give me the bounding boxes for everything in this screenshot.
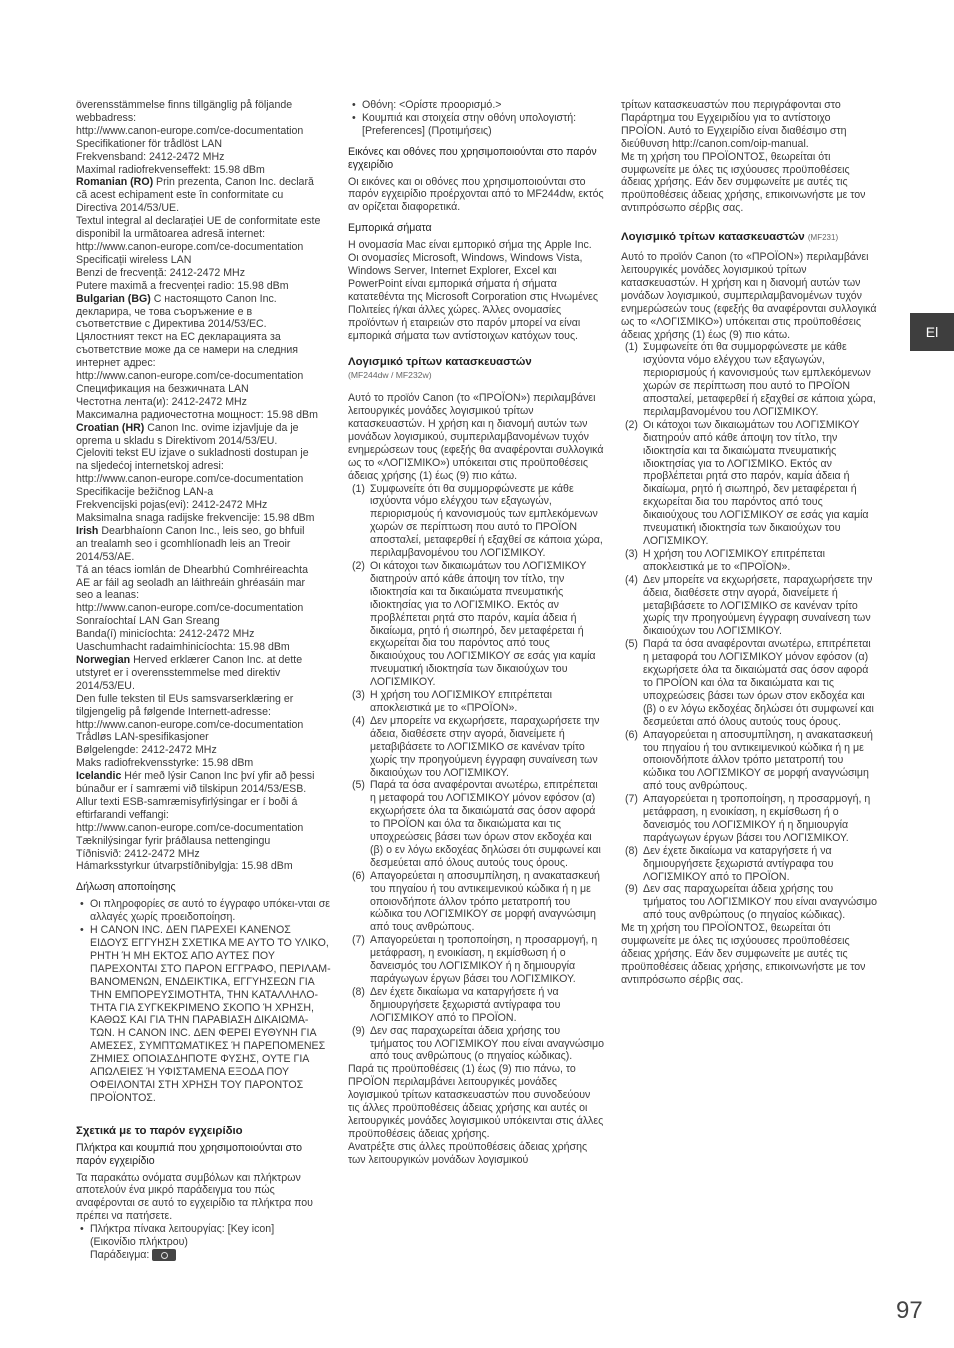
images-text: Οι εικόνες και οι οθόνες που χρησιμοποιούνται στο παρόν εγχειρίδιο προέρχονται από το MF244dw, εκτός αν ορίζεται διαφορετικά. bbox=[348, 175, 604, 214]
term-number: (1) bbox=[352, 482, 365, 495]
text-line: Frekvensband: 2412-2472 MHz bbox=[76, 150, 225, 163]
language-name: Irish bbox=[76, 524, 99, 537]
text-line: Sonraíochtaí LAN Gan Sreang bbox=[76, 615, 220, 628]
text-line: Tæknilýsingar fyrir þráðlausa nettengingu bbox=[76, 834, 271, 847]
text-line: Banda(í) minicíochta: 2412-2472 MHz bbox=[76, 628, 255, 641]
text-line: Putere maximă a frecvenței radio: 15.98 dBm bbox=[76, 279, 289, 292]
text-line: Allur texti ESB-samræmisyfirlýsingar er í boði á bbox=[76, 795, 298, 808]
text-line: Hámarksstyrkur útvarpstíðnibylgja: 15.98 dBm bbox=[76, 860, 293, 873]
third-party-title-text: Λογισμικό τρίτων κατασκευαστών bbox=[621, 231, 805, 244]
norwegian-section bbox=[76, 654, 332, 770]
text-line: Dearbhaíonn Canon Inc., leis seo, go bhfuil bbox=[98, 524, 305, 537]
about-manual-title: Σχετικά με το παρόν εγχειρίδιο bbox=[76, 1124, 243, 1137]
license-terms-list-mf231 bbox=[621, 341, 877, 922]
disclaimer-bullet: • Η CANON INC. ΔΕΝ ΠΑΡΕΧΕΙ ΚΑΝΕΝΟΣ ΕΙΔΟΥΣ ΕΓΓΥΗΣΗ ΣΧΕΤΙΚΑ ΜΕ ΑΥΤΟ ΤΟ ΥΛΙΚΟ, ΡΗΤΗ Ή ΜΗ ΕΚΤΟΣ ΑΠΟ ΑΥΤΕΣ ΠΟΥ ΠΑΡΕΧΟΝΤΑΙ ΣΤΟ ΠΑΡΟΝ ΕΓΓΡΑΦΟ, ΠΕΡΙΛΑΜ-ΒΑΝΟΜΕΝΩΝ, ΕΝΔΕΙΚΤΙΚΑ, ΕΓΓΥΗΣΕΩΝ ΓΙΑ ΤΗΝ ΕΜΠΟΡΕΥΣΙΜΟΤΗΤΑ, ΤΗΝ ΚΑΤΑΛΛΗΛΟ-ΤΗΤΑ ΓΙΑ ΣΥΓΚΕΚΡΙΜΕΝΟ ΣΚΟΠΟ Ή ΧΡΗΣΗ, ΚΑΘΩΣ ΚΑΙ ΓΙΑ ΤΗΝ ΠΑΡΑΒΙΑΣΗ ΔΙΚΑΙΩΜΑ-ΤΩΝ. Η CANON INC. ΔΕΝ ΦΕΡΕΙ ΕΥΘΥΝΗ ΓΙΑ ΑΜΕΣΕΣ, ΣΥΜΠΤΩΜΑΤΙΚΕΣ Ή ΠΑΡΕΠΟΜΕΝΕΣ ΖΗΜΙΕΣ ΟΠΟΙΑΣΔΗΠΟΤΕ ΦΥΣΗΣ, ΟΥΤΕ ΓΙΑ ΑΠΩΛΕΙΕΣ Ή ΥΦΙΣΤΑΜΕΝΑ ΕΞΟΔΑ ΠΟΥ ΟΦΕΙΛΟΝΤΑΙ ΣΤΗ ΧΡΗΣΗ ΤΟΥ ΠΑΡΟΝΤΟΣ ΠΡΟΪΟΝΤΟΣ. bbox=[76, 924, 332, 1105]
license-term bbox=[621, 419, 877, 548]
language-tab: El bbox=[910, 313, 954, 351]
license-term bbox=[348, 986, 604, 1025]
text-line: Maks radiofrekvensstyrke: 15.98 dBm bbox=[76, 757, 254, 770]
text-line: că acest echipament este în conformitate cu bbox=[76, 189, 284, 202]
keys-text: Τα παρακάτω ονόματα συμβόλων και πλήκτρων αποτελούν ένα μικρό παράδειγμα του πώς αναφέρονται σε αυτό το εγχειρίδιο τα πλήκτρα που πρέπει να πατήσετε. bbox=[76, 1171, 313, 1223]
text-line: Спецификация на безжичната LAN bbox=[76, 382, 249, 395]
license-terms-list bbox=[348, 483, 604, 1064]
term-number: (2) bbox=[625, 418, 638, 431]
section-lines bbox=[76, 293, 332, 422]
term-number: (7) bbox=[352, 934, 365, 947]
key-icon bbox=[152, 1249, 176, 1261]
text-line: Maximal radiofrekvenseffekt: 15.98 dBm bbox=[76, 163, 265, 176]
term-number: (7) bbox=[625, 793, 638, 806]
third-party-outro-mf231: Με τη χρήση του ΠΡΟΪΟΝΤΟΣ, θεωρείται ότι συμφωνείτε με όλες τις ισχύουσες προϋποθέσεις άδειας χρήσης. Εάν δεν συμφωνείτε με αυτές τις προϋποθέσεις άδειας χρήσης, επικοινωνήστε με τον αντιπρόσωπο σέρβις σας. bbox=[621, 922, 866, 986]
key-example-label: Παράδειγμα: bbox=[90, 1248, 153, 1261]
icelandic-section bbox=[76, 770, 332, 873]
text-line: http://www.canon-europe.com/ce-documentation bbox=[76, 124, 304, 137]
text-line: съответствие може да се намери на следния bbox=[76, 344, 299, 357]
disclaimer-bullet: • Οι πληροφορίες σε αυτό το έγγραφο υπόκει-νται σε αλλαγές χωρίς προειδοποίηση. bbox=[76, 898, 332, 924]
term-text: Δεν μπορείτε να εκχωρήσετε, παραχωρήσετε την άδεια, διαθέσετε στην αγορά, διανείμετε ή μεταβιβάσετε το ΛΟΓΙΣΜΙΚΟ σε κανέναν τρίτο χωρίς την προηγούμενη έγγραφη συναίνεση των δικαιούχων του ΛΟΓΙΣΜΙΚΟΥ. bbox=[370, 714, 600, 779]
text-line: an trealamh seo i gcomhlíonadh leis an Treoir bbox=[76, 537, 291, 550]
text-line: http://www.canon-europe.com/ce-documentation bbox=[76, 821, 304, 834]
text-line: Cjeloviti tekst EU izjave o sukladnosti dostupan je bbox=[76, 447, 309, 460]
column-1 bbox=[76, 99, 332, 1262]
text-line: 2014/53/EU. bbox=[76, 679, 135, 692]
section-lines bbox=[76, 525, 332, 654]
term-number: (5) bbox=[352, 779, 365, 792]
text-line: Specifikationer för trådlöst LAN bbox=[76, 137, 223, 150]
text-line: utstyret er i overensstemmelse med direktiv bbox=[76, 666, 281, 679]
term-text: Οι κάτοχοι των δικαιωμάτων του ΛΟΓΙΣΜΙΚΟΥ διατηρούν από κάθε άποψη τον τίτλο, την ιδιοκτησία και τα δικαιώματα πνευματικής ιδιοκτησίας για το ΛΟΓΙΣΜΙΚΟ. Εκτός αν προβλέπεται ρητά στο παρόν, καμία άδεια ή δικαίωμα, ρητό ή σιωπηρό, δεν μεταφέρεται ή εκχωρείται δια του παρόντος από τους δικαιούχους του ΛΟΓΙΣΜΙΚΟΥ σε εσάς για καμία πνευματική ιδιοκτησία των δικαιούχων του ΛΟΓΙΣΜΙΚΟΥ. bbox=[643, 418, 869, 547]
page-number: 97 bbox=[896, 1297, 923, 1324]
section-lines bbox=[76, 654, 332, 770]
text-line: http://www.canon-europe.com/ce-documentation bbox=[76, 602, 304, 615]
text-line: С настоящото Canon Inc. bbox=[150, 292, 277, 305]
text-line: Bølgelengde: 2412-2472 MHz bbox=[76, 744, 217, 757]
text-line: Цялостният текст на ЕС декларацията за bbox=[76, 331, 281, 344]
term-text: Απαγορεύεται η αποσυμπίληση, η ανακατασκευή του πηγαίου ή του αντικειμενικού κώδικα ή η με οποιονδήποτε άλλον τρόπο μετατροπή του κώδικα του ΛΟΓΙΣΜΙΚΟΥ σε μορφή αναγνώσιμη από τους ανθρώπους. bbox=[370, 869, 600, 934]
section-lines bbox=[76, 422, 332, 525]
text-line: http://www.canon-europe.com/ce-documentation bbox=[76, 370, 304, 383]
text-line: na sljedećoj internetskoj adresi: bbox=[76, 460, 224, 473]
third-party-outro: Παρά τις προϋποθέσεις (1) έως (9) πιο πάνω, το ΠΡΟΪΟΝ περιλαμβάνει λειτουργικές μονάδες λογισμικού τρίτων κατασκευαστών που συνοδεύουν τις άλλες προϋποθέσεις άδειας χρήσης και αυτές οι λειτουργικές μονάδες λογισμικού υπόκεινται στις άλλες προϋποθέσεις άδειας χρήσης. bbox=[348, 1063, 604, 1140]
term-text: Παρά τα όσα αναφέρονται ανωτέρω, επιτρέπεται η μεταφορά του ΛΟΓΙΣΜΙΚΟΥ μόνον εφόσον (α) εκχωρήσετε όλα τα δικαιώματά σας όσον αφορά το ΠΡΟΪΟΝ και όλα τα δικαιώματα και τις υποχρεώσεις βάσει των όρων στον εκδοχέα και (β) ο εν λόγω εκδοχέας δηλώσει ότι συμφωνεί και δεσμεύεται από όλους αυτούς τους όρους. bbox=[370, 779, 601, 869]
text-line: Textul integral al declarației UE de conformitate este bbox=[76, 215, 321, 228]
text-line: Trådløs LAN-spesifikasjoner bbox=[76, 731, 209, 744]
key-bullet-line: (Εικονίδιο πλήκτρου) bbox=[90, 1236, 188, 1249]
term-number: (4) bbox=[352, 714, 365, 727]
text-line: oprema u skladu s Direktivom 2014/53/EU. bbox=[76, 434, 278, 447]
term-text: Η χρήση του ΛΟΓΙΣΜΙΚΟΥ επιτρέπεται αποκλειστικά με το «ΠΡΟΪΟΝ». bbox=[643, 547, 826, 573]
text-line: Specifikacije bežičnog LAN-a bbox=[76, 486, 214, 499]
text-line: Tá an téacs iomlán de Dhearbhú Comhréireachta bbox=[76, 563, 309, 576]
bulgarian-section bbox=[76, 293, 332, 422]
license-term bbox=[621, 638, 877, 728]
third-party-title-mf231 bbox=[621, 231, 877, 245]
term-text: Δεν μπορείτε να εκχωρήσετε, παραχωρήσετε την άδεια, διαθέσετε στην αγορά, διανείμετε ή μεταβιβάσετε το ΛΟΓΙΣΜΙΚΟ σε κανέναν τρίτο χωρίς την προηγούμενη έγγραφη συναίνεση των δικαιούχων του ΛΟΓΙΣΜΙΚΟΥ. bbox=[643, 573, 873, 638]
license-term bbox=[621, 341, 877, 418]
key-bullet-line: • Πλήκτρα πίνακα λειτουργίας: [Key icon] bbox=[90, 1223, 275, 1236]
text-line: интернет адрес: bbox=[76, 357, 156, 370]
text-line: Frekvencijski pojas(evi): 2412-2472 MHz bbox=[76, 499, 268, 512]
keys-buttons-title: Πλήκτρα και κουμπιά που χρησιμοποιούνται στο παρόν εγχειρίδιο bbox=[76, 1141, 303, 1167]
term-number: (1) bbox=[625, 341, 638, 354]
license-term bbox=[348, 1025, 604, 1064]
term-text: Συμφωνείτε ότι θα συμμορφώνεστε με κάθε ισχύοντα νόμο ελέγχου των εξαγωγών, περιορισμούς ή κανονισμούς των εμπλεκόμενων χωρών σε περίπτωση που αυτό το ΠΡΟΪΟΝ αποσταλεί, μεταφερθεί ή εξαχθεί σε κάποια χώρα, περιλαμβανομένου του ΛΟΓΙΣΜΙΚΟΥ. bbox=[643, 341, 876, 418]
trademarks-text: Η ονομασία Mac είναι εμπορικό σήμα της Apple Inc. Οι ονομασίες Microsoft, Windows, Windows Vista, Windows Server, Internet Explorer, Excel και PowerPoint είναι εμπορικά σήματα ή σήματα κατατεθέντα της Microsoft Corporation στις Ηνωμένες Πολιτείες ή/και άλλες χώρες. Άλλες ονομασίες προϊόντων ή εταιρειών στο παρόν μπορεί να είναι εμπορικά σήματα των αντίστοιχων κατόχων τους. bbox=[348, 239, 599, 342]
license-term bbox=[348, 483, 604, 560]
text-line: http://www.canon-europe.com/ce-documentation bbox=[76, 718, 304, 731]
continued-text-2: Με τη χρήση του ΠΡΟΪΟΝΤΟΣ, θεωρείται ότι συμφωνείτε με όλες τις ισχύουσες προϋποθέσεις άδειας χρήσης. Εάν δεν συμφωνείτε με αυτές τις προϋποθέσεις άδειας χρήσης, επικοινωνήστε με τον αντιπρόσωπο σέρβις σας. bbox=[621, 150, 866, 215]
text-line: Canon Inc. ovime izjavljuje da je bbox=[144, 421, 299, 434]
language-name: Norwegian bbox=[76, 653, 131, 666]
text-line: Prin prezenta, Canon Inc. declară bbox=[153, 176, 314, 189]
text-line: Честотна лента(и): 2412-2472 MHz bbox=[76, 395, 247, 408]
third-party-title: Λογισμικό τρίτων κατασκευαστών bbox=[348, 356, 532, 369]
section-lines bbox=[76, 176, 332, 292]
term-text: Συμφωνείτε ότι θα συμμορφώνεστε με κάθε ισχύοντα νόμο ελέγχου των εξαγωγών, περιορισμούς ή κανονισμούς των εμπλεκόμενων χωρών σε περίπτωση που αυτό το ΠΡΟΪΟΝ αποσταλεί, μεταφερθεί ή εξαχθεί σε κάποια χώρα, περιλαμβανομένου του ΛΟΓΙΣΜΙΚΟΥ. bbox=[370, 482, 603, 560]
continued-text: τρίτων κατασκευαστών που περιγράφονται στο Παράρτημα του Εγχειριδίου για το αντίστοιχο ΠΡΟΪΟΝ. Αυτό το Εγχειρίδιο είναι διαθέσιμο στη διεύθυνση http://canon.com/oip-manual. bbox=[621, 99, 847, 150]
license-term bbox=[348, 689, 604, 715]
term-text: Απαγορεύεται η τροποποίηση, η προσαρμογή, η μετάφραση, η ενοικίαση, η εκμίσθωση ή ο δανεισμός του ΛΟΓΙΣΜΙΚΟΥ ή η δημιουργία παράγωγων έργων βάσει του ΛΟΓΙΣΜΙΚΟΥ. bbox=[643, 793, 871, 844]
text-line: съответствие с Директива 2014/53/ЕС. bbox=[76, 318, 267, 331]
text-line: överensstämmelse finns tillgänglig på följande bbox=[76, 99, 293, 111]
text-line: декларира, че това съоръжение е в bbox=[76, 305, 253, 318]
croatian-section bbox=[76, 422, 332, 525]
text-line: Herved erklærer Canon Inc. at dette bbox=[130, 653, 303, 666]
text-line: Specificații wireless LAN bbox=[76, 253, 192, 266]
third-party-intro: Αυτό το προϊόν Canon (το «ΠΡΟΪΟΝ») περιλαμβάνει λειτουργικές μονάδες λογισμικού τρίτων κατασκευαστών. Η χρήση και η διανομή αυτών των μονάδων λογισμικού, συμπεριλαμβανομένων τυχόν ενημερώσεων τους (εφεξής θα αναφέρονται συλλογικά ως το «ΛΟΓΙΣΜΙΚΟ») υπόκειται στις προϋποθέσεις άδειας χρήσης (1) έως (9) πιο κάτω. bbox=[348, 392, 604, 482]
text-line: tilgjengelig på følgende Internett-adresse: bbox=[76, 705, 271, 718]
text-line: eftirfarandi veffangi: bbox=[76, 808, 169, 821]
text-line: http://www.canon-europe.com/ce-documentation bbox=[76, 473, 304, 486]
license-term bbox=[348, 779, 604, 869]
license-term bbox=[621, 729, 877, 794]
language-name: Romanian (RO) bbox=[76, 176, 154, 189]
term-number: (8) bbox=[352, 985, 365, 998]
romanian-section bbox=[76, 176, 332, 292]
license-term bbox=[348, 715, 604, 780]
term-text: Απαγορεύεται η τροποποίηση, η προσαρμογή, η μετάφραση, η ενοικίαση, η εκμίσθωση ή ο δανεισμός του ΛΟΓΙΣΜΙΚΟΥ ή η δημιουργία παράγωγων έργων βάσει του ΛΟΓΙΣΜΙΚΟΥ. bbox=[370, 934, 598, 985]
term-number: (4) bbox=[625, 573, 638, 586]
irish-section bbox=[76, 525, 332, 654]
text-line: Maksimalna snaga radijske frekvencije: 15.98 dBm bbox=[76, 512, 315, 524]
text-line: AE ar fáil ag seoladh an láithreáin ghréasáin mar bbox=[76, 576, 306, 589]
text-line: seo a leanas: bbox=[76, 589, 140, 602]
text-line: Benzi de frecvență: 2412-2472 MHz bbox=[76, 266, 246, 279]
third-party-outro-2: Ανατρέξτε στις άλλες προϋποθέσεις άδειας χρήσης των λειτουργικών μονάδων λογισμικού bbox=[348, 1140, 588, 1166]
term-number: (5) bbox=[625, 638, 638, 651]
term-number: (3) bbox=[352, 689, 365, 702]
license-term bbox=[348, 560, 604, 689]
text-line: 2014/53/AE. bbox=[76, 550, 135, 563]
text-line: webbadress: bbox=[76, 111, 137, 124]
term-number: (2) bbox=[352, 560, 365, 572]
license-term bbox=[621, 548, 877, 574]
section-lines bbox=[76, 770, 332, 873]
intro-lines bbox=[76, 99, 332, 176]
text-line: Tíðnisvið: 2412-2472 MHz bbox=[76, 847, 200, 860]
images-title: Εικόνες και οθόνες που χρησιμοποιούνται στο παρόν εγχειρίδιο bbox=[348, 145, 597, 171]
column-3 bbox=[621, 99, 877, 987]
term-number: (6) bbox=[352, 869, 365, 882]
text-line: Directiva 2014/53/UE. bbox=[76, 202, 180, 215]
language-name: Bulgarian (BG) bbox=[76, 292, 151, 305]
text-line: Hér með lýsir Canon Inc því yfir að þessi bbox=[121, 770, 315, 783]
term-number: (3) bbox=[625, 547, 638, 560]
license-term bbox=[621, 845, 877, 884]
term-number: (9) bbox=[352, 1024, 365, 1037]
key-icon-bullet bbox=[76, 1223, 332, 1262]
text-line: Uaschumhacht radaimhinicíochta: 15.98 dBm bbox=[76, 641, 290, 654]
language-name: Croatian (HR) bbox=[76, 421, 145, 434]
term-text: Δεν σας παραχωρείται άδεια χρήσης του τμήματος του ΛΟΓΙΣΜΙΚΟΥ που είναι αναγνώσιμο από τους ανθρώπους (ο πηγαίος κώδικας). bbox=[370, 1024, 604, 1063]
term-number: (6) bbox=[625, 728, 638, 741]
term-number: (8) bbox=[625, 844, 638, 857]
term-text: Δεν σας παραχωρείται άδεια χρήσης του τμήματος του ΛΟΓΙΣΜΙΚΟΥ που είναι αναγνώσιμο από τους ανθρώπους (ο πηγαίος κώδικας). bbox=[643, 883, 877, 922]
column-2 bbox=[348, 99, 604, 1167]
license-term bbox=[621, 574, 877, 639]
text-line: Den fulle teksten til EUs samsvarserklæring er bbox=[76, 692, 294, 705]
text-line: Максимална радиочестотна мощност: 15.98 dBm bbox=[76, 408, 318, 421]
text-line: búnaður er í samræmi við tilskipun 2014/53/ESB. bbox=[76, 783, 307, 796]
trademarks-title: Εμπορικά σήματα bbox=[348, 222, 432, 235]
third-party-intro-mf231: Αυτό το προϊόν Canon (το «ΠΡΟΪΟΝ») περιλαμβάνει λειτουργικές μονάδες λογισμικού τρίτων κατασκευαστών. Η χρήση και η διανομή αυτών των μονάδων λογισμικού, συμπεριλαμβανομένων τυχόν ενημερώσεών τους (εφεξής θα αναφέρονται συλλογικά ως το «ΛΟΓΙΣΜΙΚΟ») υπόκειται στις προϋποθέσεις άδειας χρήσης (1) έως (9) πιο κάτω. bbox=[621, 251, 877, 341]
third-party-model: (MF231) bbox=[807, 233, 839, 243]
disclaimer-title: Δήλωση αποποίησης bbox=[76, 881, 176, 894]
manual-bullet: • Οθόνη: <Ορίστε προορισμό.> bbox=[348, 99, 604, 112]
license-term bbox=[348, 934, 604, 986]
term-text: Δεν έχετε δικαίωμα να καταργήσετε ή να δημιουργήσετε ξεχωριστά αντίγραφα του ΛΟΓΙΣΜΙΚΟΥ από το ΠΡΟΪΟΝ. bbox=[370, 985, 561, 1024]
manual-bullet: • Κουμπιά και στοιχεία στην οθόνη υπολογιστή: [Preferences] (Προτιμήσεις) bbox=[348, 112, 604, 138]
license-term bbox=[348, 870, 604, 935]
term-text: Οι κάτοχοι των δικαιωμάτων του ΛΟΓΙΣΜΙΚΟΥ διατηρούν από κάθε άποψη τον τίτλο, την ιδιοκτησία και τα δικαιώματα πνευματικής ιδιοκτησίας για το ΛΟΓΙΣΜΙΚΟ. Εκτός αν προβλέπεται ρητά στο παρόν, καμία άδεια ή δικαίωμα, ρητό ή σιωπηρό, δεν μεταφέρεται ή εκχωρείται δια του παρόντος από τους δικαιούχους του ΛΟΓΙΣΜΙΚΟΥ σε εσάς για καμία πνευματική ιδιοκτησία των δικαιούχων του ΛΟΓΙΣΜΙΚΟΥ. bbox=[370, 560, 596, 689]
text-line: disponibil la următoarea adresă internet: bbox=[76, 228, 266, 241]
language-name: Icelandic bbox=[76, 770, 122, 783]
text-line: http://www.canon-europe.com/ce-documentation bbox=[76, 240, 304, 253]
term-text: Η χρήση του ΛΟΓΙΣΜΙΚΟΥ επιτρέπεται αποκλειστικά με το «ΠΡΟΪΟΝ». bbox=[370, 689, 553, 714]
term-number: (9) bbox=[625, 883, 638, 896]
term-text: Απαγορεύεται η αποσυμπίληση, η ανακατασκευή του πηγαίου ή του αντικειμενικού κώδικα ή η με οποιονδήποτε άλλον τρόπο μετατροπή του κώδικα του ΛΟΓΙΣΜΙΚΟΥ σε μορφή αναγνώσιμη από τους ανθρώπους. bbox=[643, 728, 873, 793]
term-text: Παρά τα όσα αναφέρονται ανωτέρω, επιτρέπεται η μεταφορά του ΛΟΓΙΣΜΙΚΟΥ μόνον εφόσον (α) εκχωρήσετε όλα τα δικαιώματά σας όσον αφορά το ΠΡΟΪΟΝ και όλα τα δικαιώματα και τις υποχρεώσεις βάσει των όρων στον εκδοχέα και (β) ο εν λόγω εκδοχέας δηλώσει ότι συμφωνεί και δεσμεύεται από όλους αυτούς τους όρους. bbox=[643, 638, 874, 728]
license-term bbox=[621, 883, 877, 922]
third-party-models: (MF244dw / MF232w) bbox=[348, 370, 432, 381]
term-text: Δεν έχετε δικαίωμα να καταργήσετε ή να δημιουργήσετε ξεχωριστά αντίγραφα του ΛΟΓΙΣΜΙΚΟΥ από το ΠΡΟΪΟΝ. bbox=[643, 844, 834, 883]
license-term bbox=[621, 793, 877, 845]
